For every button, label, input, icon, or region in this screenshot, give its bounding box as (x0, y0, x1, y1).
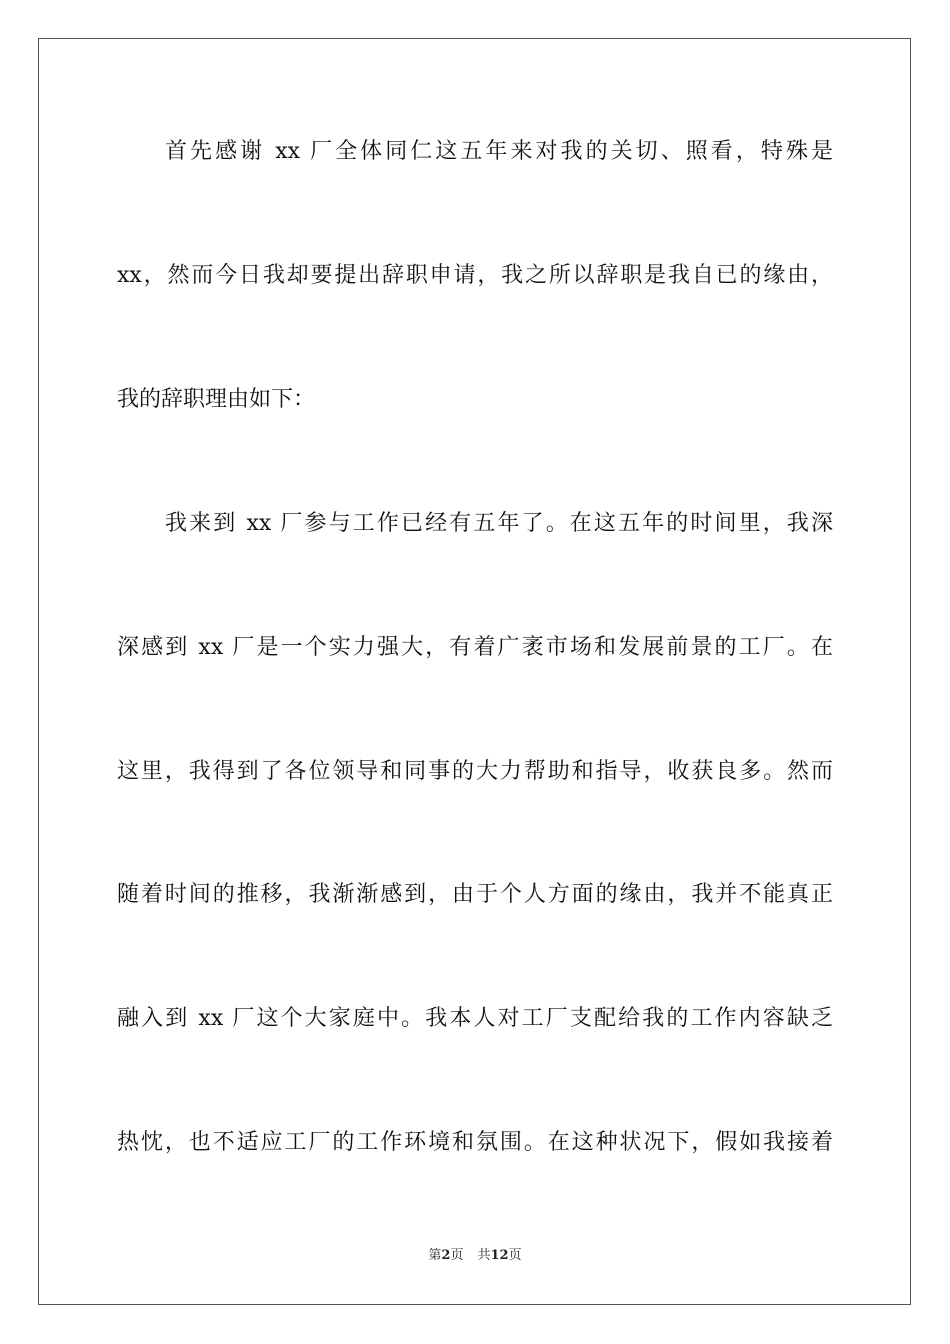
paragraph-2-line-6: 热忱，也不适应工厂的工作环境和氛围。在这种状况下，假如我接着 (117, 1130, 833, 1155)
page-prefix: 第 (428, 1248, 442, 1263)
paragraph-2-line-5: 融入到 xx 厂这个大家庭中。我本人对工厂支配给我的工作内容缺乏 (117, 1006, 833, 1031)
paragraph-2-line-4: 随着时间的推移，我渐渐感到，由于个人方面的缘由，我并不能真正 (117, 882, 833, 907)
paragraph-1-line-1: 首先感谢 xx 厂全体同仁这五年来对我的关切、照看，特殊是 (165, 139, 833, 164)
page-border (38, 38, 911, 1305)
paragraph-2-line-1: 我来到 xx 厂参与工作已经有五年了。在这五年的时间里，我深 (165, 511, 833, 536)
total-pages: 12 (490, 1248, 509, 1263)
paragraph-1-line-3: 我的辞职理由如下： (117, 387, 316, 412)
page-footer (0, 1246, 950, 1266)
paragraph-2-line-2: 深感到 xx 厂是一个实力强大，有着广袤市场和发展前景的工厂。在 (117, 635, 833, 660)
total-suffix: 页 (508, 1248, 522, 1263)
paragraph-2-line-3: 这里，我得到了各位领导和同事的大力帮助和指导，收获良多。然而 (117, 759, 833, 784)
paragraph-1-line-2: xx，然而今日我却要提出辞职申请，我之所以辞职是我自已的缘由， (117, 263, 833, 288)
total-prefix: 共 (477, 1248, 491, 1263)
page-number: 2 (441, 1248, 451, 1263)
page-suffix: 页 (450, 1248, 464, 1263)
